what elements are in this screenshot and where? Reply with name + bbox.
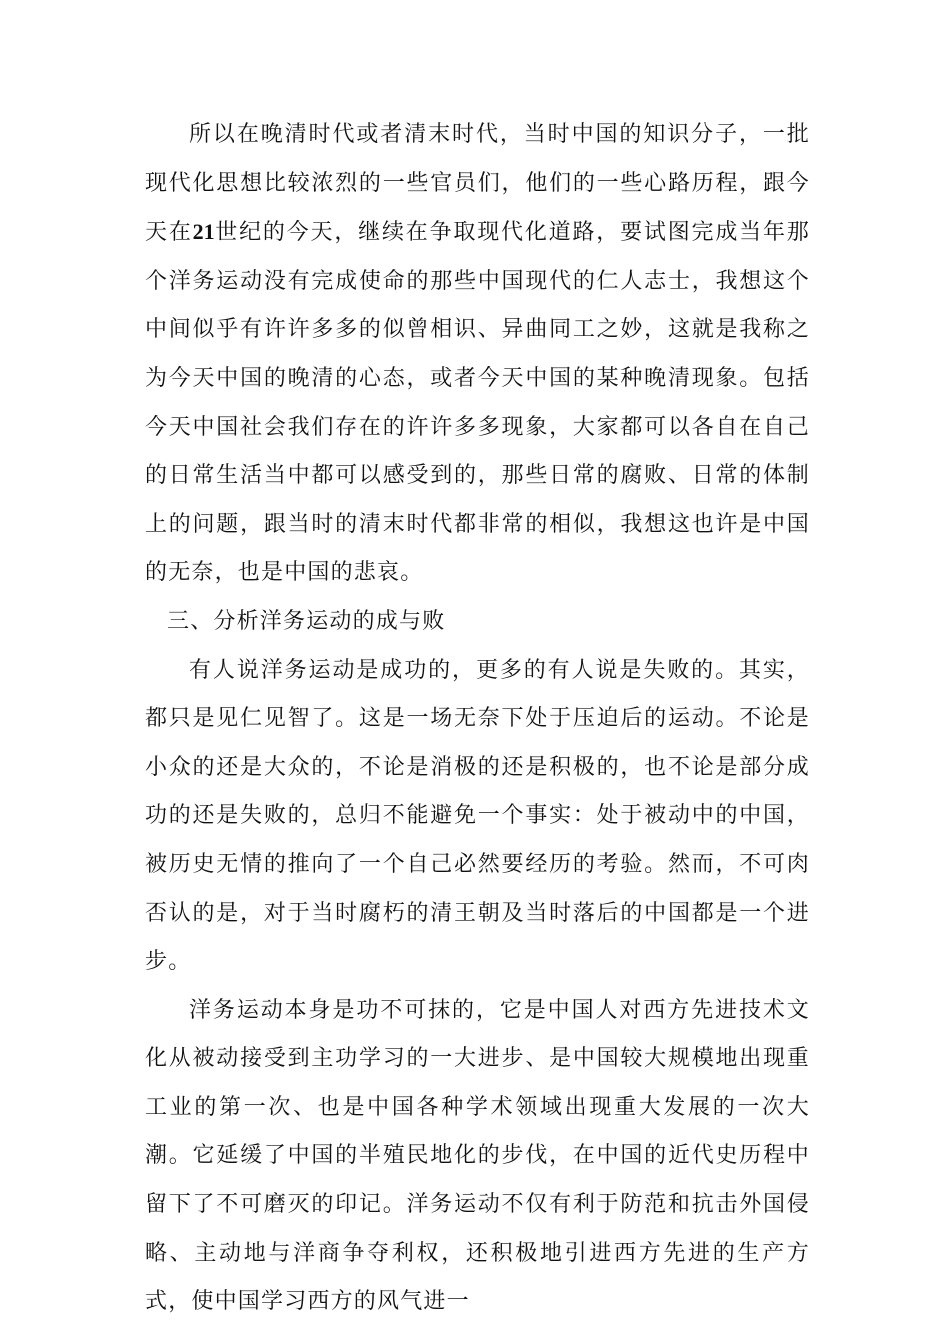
paragraph-merits-of-movement: 洋务运动本身是功不可抹的，它是中国人对西方先进技术文化从被动接受到主功学习的一大进步、是中国较大规模地出现重工业的第一次、也是中国各种学术领域出现重大发展的一次大潮。它延缓了中国的半殖民地化的步伐，在中国的近代史历程中留下了不可磨灭的印记。洋务运动不仅有利于防范和抗击外国侵略、主动地与洋商争夺利权，还积极地引进西方先进的生产方式，使中国学习西方的风气进一 — [145, 997, 810, 1315]
document-body — [145, 111, 810, 1327]
paragraph-1-text-start: 所以在晚清时代或者清末时代，当时中国的知识分子，一批现代化思想比较浓烈的一些官员们，他们的一些心路历程，跟今天在 — [145, 122, 810, 246]
paragraph-late-qing-mentality — [145, 111, 810, 598]
paragraph-1-text-end: 世纪的今天，继续在争取现代化道路，要试图完成当年那个洋务运动没有完成使命的那些中国现代的仁人志士，我想这个中间似乎有许许多多的似曾相识、异曲同工之妙，这就是我称之为今天中国的晚清的心态，或者今天中国的某种晚清现象。包括今天中国社会我们存在的许许多多现象，大家都可以各自在自己的日常生活当中都可以感受到的，那些日常的腐败、日常的体制上的问题，跟当时的清末时代都非常的相似，我想这也许是中国的无奈，也是中国的悲哀。 — [145, 220, 810, 586]
section-heading: 三、分析洋务运动的成与败 — [167, 608, 446, 634]
century-number: 21 — [192, 219, 215, 245]
paragraph-success-or-failure: 有人说洋务运动是成功的，更多的有人说是失败的。其实，都只是见仁见智了。这是一场无奈下处于压迫后的运动。不论是小众的还是大众的，不论是消极的还是积极的，也不论是部分成功的还是失败的，总归不能避免一个事实：处于被动中的中国，被历史无情的推向了一个自己必然要经历的考验。然而，不可肉否认的是，对于当时腐朽的清王朝及当时落后的中国都是一个进步。 — [145, 657, 810, 975]
